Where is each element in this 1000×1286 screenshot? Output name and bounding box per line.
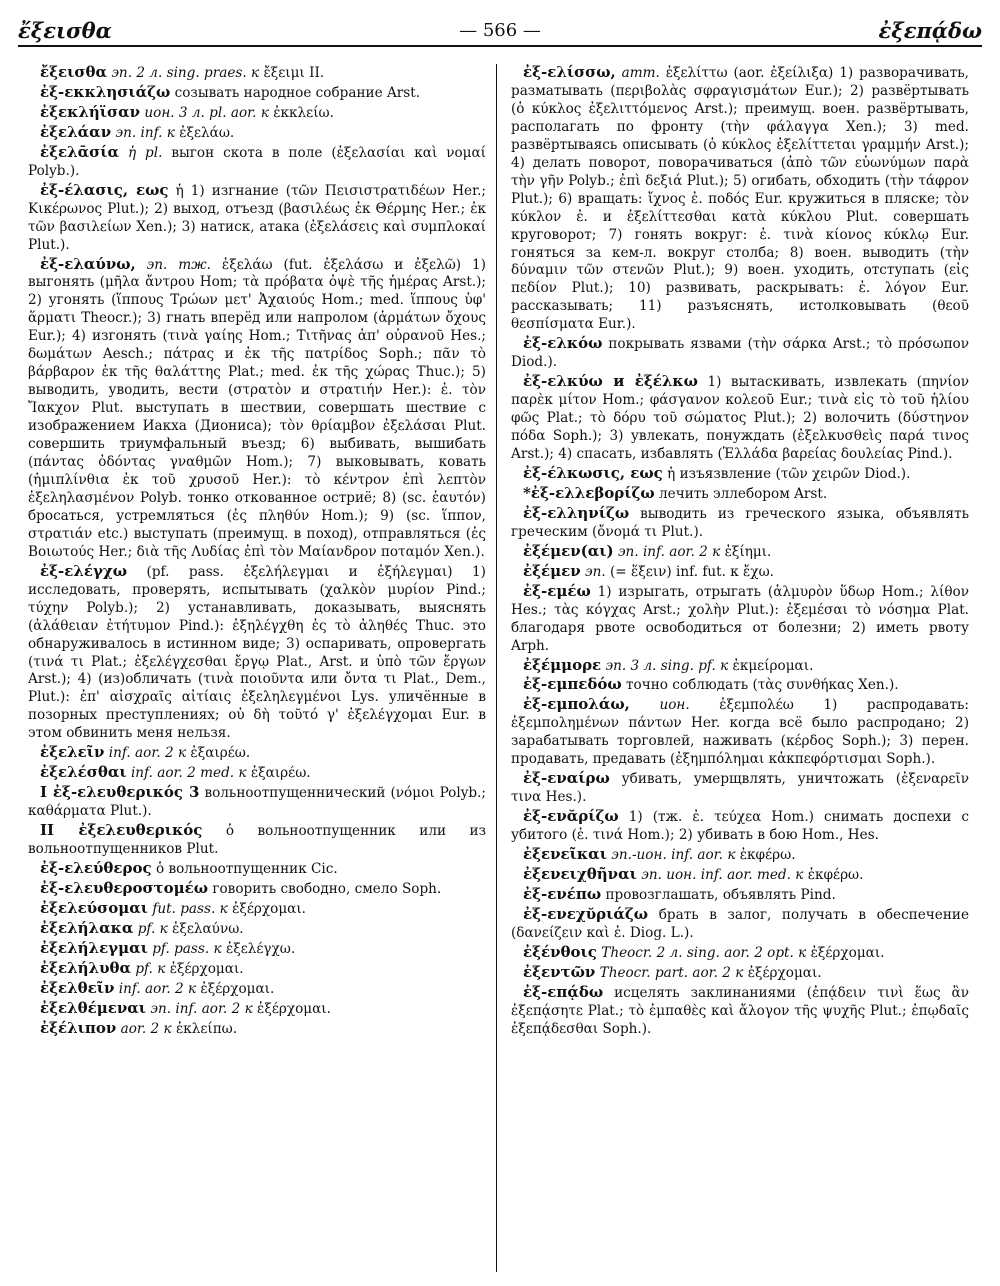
entry-lemma: ἐξ-ελεύθερος [40,858,152,877]
page-header [18,14,982,48]
entry-lemma: ἐξ-ελευθεροστομέω [40,878,209,897]
entry-definition: ἐκλείπω. [175,1020,238,1037]
entry-grammar: ἡ pl. [119,144,163,161]
entry-definition: ἐξελάω (fut. ἐξελάσω и ἐξελῶ) 1) выгонять (μῆλα ἄντρου Hom; τὰ πρόβατα ὀψὲ τῆς ἡμέρας Arst.); 2) угонять (ἵππους Τρώων μετ' Ἀχαιούς Hom.; med. ἵππους ὑφ' ἅρματι Theocr.); 3) гнать вперёд или напролом (ἁρμάτων ὄχους Eur.); 4) изгонять (τινὰ γαίης Hom.; Τιτῆνας ἀπ' οὐρανοῦ Hes.; δωμάτων Aesch.; πάτρας и ἐκ τῆς πατρίδος Soph.; πᾶν τὸ βάρβαρον ἐκ τῆς θαλάττης Plat.; med. ἐκ τῆς χώρας Thuc.); 5) выводить, уводить, вести (στρατὸν и στρατιήν Her.): ἐ. τὸν Ἴακχον Plut. выступать в шествии, совершать шествие с изображением Иакха (Диониса); τὸν θρίαμβον ἐξελάσαι Plut. совершить триумфальный въезд; 6) выбивать, вышибать (πάντας ὀδόντας γναθμῶν Hom.); 7) выковывать, ковать (ἡμιπλίνθια ἐκ τοῦ χρυσοῦ Her.): τὸ κέντρον ἐπὶ λεπτὸν ἐξεληλασμένον Polyb. тонко откованное остриё; 8) (sc. ἑαυτόν) бросаться, устремляться (ἐς πληθύν Hom.); 9) (sc. ἵππον, στρατιάν etc.) выступать (преимущ. в поход), отправляться (ἐς Βοιωτούς Her.; διὰ τῆς Λυδίας ἐπὶ τὸν Μαίανδρον ποταμόν Xen.). [28,256,486,560]
entry-definition: лечить эллебором Arst. [654,485,828,502]
dictionary-entry [511,657,969,676]
entry-definition: ἐξέρχομαι. [232,900,306,917]
entry-lemma: ἔξεισθα [40,64,107,81]
dictionary-entry [28,182,486,255]
entry-definition: ὁ вольноотпущенник или из вольноотпущенников Plut. [28,823,486,858]
entry-definition: (= ἕξειν) inf. fut. к ἔχω. [609,563,774,580]
right-column [511,64,969,1276]
dictionary-entry [28,822,486,859]
entry-definition: исцелять заклинаниями (ἐπᾴδειν τινὶ ἕως ἂν ἐξεπᾴσητε Plat.; τὸ ἐμπαθὲς καὶ ἄλογον τῆς ψυχῆς Plut.; ἐπῳδαῖς ἐξεπᾴδεσθαι Soph.). [511,984,969,1037]
entry-grammar: pf. pass. к [147,940,226,957]
dictionary-entry [511,465,969,484]
entry-lemma: ἐξελάαν [40,122,112,141]
dictionary-entry [28,784,486,821]
dictionary-entry [28,764,486,783]
entry-definition: ἡ 1) изгнание (τῶν Πεισιστρατιδέων Her.; Κικέρωνος Plut.); 2) выход, отъезд (βασιλέως ἐκ Θέρμης Her.; ἐκ τῶν βασιλείων Xen.); 3) натиск, атака (ἐξελάσεις καὶ συμπλοκαί Plut.). [28,182,486,253]
dictionary-entry [28,920,486,939]
entry-lemma: ἐξελεῖν [40,743,105,762]
entry-lemma: ἐξ-εμπολάω, [523,695,630,714]
entry-lemma: II ἐξελευθερικός [40,821,203,840]
entry-grammar: pf. к [131,960,170,977]
entry-definition: убивать, умерщвлять, уничтожать (ἐξεναρεῖν τινα Hes.). [511,771,969,806]
entry-lemma: ἐξελέσθαι [40,763,127,782]
entry-lemma: ἐξ-ενεχῠριάζω [523,904,649,923]
dictionary-entry [511,770,969,807]
entry-definition: ἡ изъязвление (τῶν χειρῶν Diod.). [662,465,911,482]
entry-definition: вольноотпущеннический (νόμοι Polyb.; καθάρματα Plut.). [28,785,486,820]
entry-definition: покрывать язвами (τὴν σάρκα Arst.; τὸ πρόσωπον Diod.). [511,336,969,371]
entry-lemma: ἐξέμεν(αι) [523,541,614,560]
entry-grammar: эп. inf. aor. 2 к [146,1000,258,1017]
entry-lemma: ἐξ-ελκύω и ἐξέλκω [523,372,698,391]
entry-definition: ἐξέρχομαι. [257,1000,331,1017]
dictionary-entry [511,846,969,865]
dictionary-entry [511,485,969,504]
entry-grammar: aor. 2 к [116,1020,176,1037]
entry-definition: ἐξελάω. [179,124,235,141]
dictionary-entry [511,676,969,695]
dictionary-entry [28,744,486,763]
dictionary-entry [28,980,486,999]
dictionary-entry [511,335,969,372]
entry-lemma: ἐξεκλήϊσαν [40,102,141,121]
page-number: — 566 — [459,20,541,41]
entry-definition: 1) изрыгать, отрыгать (ἁλμυρὸν ὕδωρ Hom.; λίθον Hes.; τὰς κόγχας Arst.; χολὴν Plut.): ἐξεμέσαι τὸ νόσημα Plat. благодаря рвоте освободиться от болезни; 2) иметь рвоту Arph. [511,583,969,654]
entry-grammar: эп. тж. [135,256,222,273]
dictionary-entry [511,543,969,562]
entry-definition: ἐξέρχομαι. [169,960,244,977]
entry-grammar: ион. 3 л. pl. aor. к [140,104,274,121]
entry-grammar: эп. ион. inf. aor. med. к [636,866,808,883]
left-column [28,64,486,1276]
entry-lemma: ἐξένθοις [523,942,597,961]
dictionary-entry [28,144,486,181]
entry-grammar: ион. [629,697,720,714]
dictionary-entry [511,808,969,845]
entry-lemma: ἐξελήλυθα [40,958,132,977]
entry-definition: ἐξαιρέω. [190,745,251,762]
dictionary-entry [28,104,486,123]
entry-lemma: ἐξ-ελαύνω, [40,254,136,273]
dictionary-entry [28,960,486,979]
entry-grammar: fut. pass. к [148,900,233,917]
entry-lemma: ἐξελεύσομαι [40,898,149,917]
dictionary-entry [28,563,486,744]
entry-grammar: inf. aor. 2 к [104,745,191,762]
dictionary-entry [511,583,969,656]
entry-lemma: ἐξ-έλασις, εως [40,180,169,199]
entry-lemma: ἐξελᾱσία [40,142,120,161]
entry-lemma: ἐξεντῶν [523,962,596,981]
entry-lemma: ἐξενεῖκαι [523,845,607,864]
entry-lemma: ἐξ-ελκόω [523,334,603,353]
entry-lemma: ἐξ-επᾴδω [523,982,604,1001]
entry-definition: ἐκφέρω. [739,847,796,864]
entry-definition: ἐκφέρω. [807,866,864,883]
dictionary-entry [511,886,969,905]
right-running-headword: ἐξεπᾴδω [878,18,982,43]
dictionary-entry [28,880,486,899]
entry-definition: ἐξέρχομαι. [810,944,885,961]
entry-definition: ἐξεμπολέω 1) распродавать: ἐξεμπολημένων πάντων Her. когда всё было распродано; 2) зарабатывать торговлей, наживать (κέρδος Soph.); 3) перен. продавать, предавать (ἐξημπόλημαι κἀκπεφόρτισμαι Soph.). [511,697,969,768]
dictionary-entry [28,1020,486,1039]
entry-grammar: эп. [580,563,610,580]
entry-definition: ἐξέρχομαι. [747,964,822,981]
entry-lemma: ἐξελθεῖν [40,978,115,997]
dictionary-entry [511,964,969,983]
dictionary-entry [511,696,969,769]
dictionary-entry [511,563,969,582]
entry-definition: ἐκμείρομαι. [732,657,814,674]
entry-lemma: I ἐξ-ελευθερικός 3 [40,783,200,802]
entry-grammar: pf. к [133,920,173,937]
entry-lemma: ἐξ-ενᾰρίζω [523,807,619,826]
entry-lemma: ἐξ-εκκλησιάζω [40,82,171,101]
entry-definition: ἐκκλείω. [273,104,334,121]
entry-lemma: ἐξ-εναίρω [523,769,610,788]
dictionary-entry [511,906,969,943]
entry-definition: выгон скота в поле (ἐξελασίαι καὶ νομαί Polyb.). [28,144,486,179]
entry-definition: созывать народное собрание Arst. [170,84,421,101]
entry-grammar: эп. inf. aor. 2 к [613,543,725,560]
dictionary-entry [28,1000,486,1019]
entry-definition: 1) (тж. ἐ. τεύχεα Hom.) снимать доспехи с убитого (ἐ. τινά Hom.); 2) убивать в бою Hom., Hes. [511,809,969,844]
entry-lemma: ἐξ-ελέγχω [40,561,128,580]
entry-definition: ἐξελέγχω. [225,940,296,957]
dictionary-entry [511,505,969,542]
entry-definition: 1) вытаскивать, извлекать (πηνίον παρὲκ μίτον Hom.; φάσγανον κολεοῦ Eur.; τινὰ εἰς τὸ τοῦ ἡλίου φῶς Plat.; τὸ δόρυ τοῦ σώματος Plut.); 2) волочить (δύστηνον πόδα Soph.); 3) увлекать, понуждать (ἐξελκυσθεὶς παρά τινος Arst.); 4) спасать, избавлять (Ἑλλάδα βαρείας δουλείας Pind.). [511,374,969,463]
entry-definition: ἐξίημι. [724,543,772,560]
entry-lemma: ἐξέμεν [523,561,581,580]
entry-lemma: ἐξελθέμεναι [40,998,147,1017]
entry-grammar: Theocr. part. aor. 2 к [595,964,748,981]
dictionary-entry [28,124,486,143]
entry-definition: выводить из греческого языка, объявлять греческим (ὄνομά τι Plut.). [511,505,969,540]
entry-lemma: ἐξελήλακα [40,918,134,937]
entry-definition: провозглашать, объявлять Pind. [601,886,836,903]
entry-grammar: inf. aor. 2 med. к [126,765,251,782]
dictionary-entry [28,860,486,879]
dictionary-entry [28,900,486,919]
dictionary-entry [511,373,969,464]
dictionary-entry [511,944,969,963]
entry-grammar: Theocr. 2 л. sing. aor. 2 opt. к [596,944,811,961]
entry-grammar: атт. [615,65,666,81]
entry-grammar: эп.-ион. inf. aor. к [606,847,740,864]
entry-lemma: ἐξέμμορε [523,655,602,674]
entry-grammar: эп. 2 л. sing. praes. к [107,65,264,81]
entry-lemma: ἐξ-ενέπω [523,884,602,903]
left-running-headword: ἔξεισθα [18,18,112,43]
header-rule [18,45,982,47]
entry-definition: ἐξελίττω (aor. ἐξείλιξα) 1) разворачивать, разматывать (περιβολὰς σφραγισμάτων Eur.); 2) развёртывать (ὁ κύκλος ἐξελιττόμενος Arst.); преимущ. воен. развёртывать, располагать по фронту (τὴν φάλαγγα Xen.); 3) med. развёртываясь описывать (ὁ κύκλος ἐξελίττεται γραμμήν Arst.); 4) делать поворот, поворачиваться (ἀπὸ τῶν εὐωνύμων παρὰ τὴν γῆν Polyb.; ἐπὶ δεξιά Plut.); 5) огибать, обходить (τὴν τάφρον Plut.); 6) вращать: ἴχνος ἐ. ποδός Eur. кружиться в пляске; τὸν κύκλον ἐ. и ἐξελίττεσθαι κατὰ κύκλου Plut. совершать круговорот; 7) гонять вокруг: ἐ. τινὰ κίονος κύκλῳ Eur. гоняться за кем-л. вокруг столба; 8) воен. выводить (τὴν δύναμιν τῶν στενῶν Plut.); 9) воен. уходить, отступать (εἰς πεδίον Plut.); 10) развивать, раскрывать: ἐ. λόγον Eur. рассказывать; 11) разъяснять, истолковывать (θεοῦ θεσπίσματα Eur.). [511,65,969,333]
entry-lemma: ἐξελήλεγμαι [40,938,148,957]
entry-definition: говорить свободно, смело Soph. [208,880,442,897]
entry-definition: ὁ вольноотпущенник Cic. [151,860,338,877]
entry-lemma: ἐξέλιπον [40,1018,117,1037]
entry-lemma: ἐξ-ελληνίζω [523,503,630,522]
entry-lemma: ἐξ-ελίσσω, [523,64,616,81]
entry-definition: ἔξειμι II. [263,65,325,81]
entry-lemma: ἐξ-έλκωσις, εως [523,463,663,482]
entry-definition: брать в залог, получать в обеспечение (δανείζειν καὶ ἐ. Diog. L.). [511,906,969,941]
entry-grammar: эп. inf. к [111,124,180,141]
dictionary-entry [28,256,486,562]
entry-lemma: ἐξ-εμπεδόω [523,675,622,694]
entry-definition: ἐξελαύνω. [172,920,244,937]
entry-definition: ἐξέρχομαι. [200,980,275,997]
dictionary-entry [511,984,969,1039]
column-divider [496,64,497,1272]
entry-lemma: ἐξ-εμέω [523,581,591,600]
entry-definition: (pf. pass. ἐξελήλεγμαι и ἐξήλεγμαι) 1) исследовать, проверять, испытывать (χαλκὸν μυρίον Pind.; τύχην Polyb.); 2) устанавливать, доказывать, выяснять (ἀλάθειαν ἐτήτυμον Pind.): ἐξηλέγχθη ἐς τὸ ἀληθές Thuc. это обнаруживалось в истинном виде; 3) оспаривать, опровергать (τινά τι Plat.; ἐξελέγχεσθαι ἔργῳ Plat., Arst. и ὑπὸ τῶν ἔργων Arst.); 4) (из)обличать (τινὰ ποιοῦντα или ὄντα τι Plat., Dem., Plut.): ἐπ' αἰσχραῖς αἰτίαις ἐξεληλεγμένοι Lys. уличённые в позорных преступлениях; οὐ δὴ τοῦτό γ' ἐξελέγχομαι Eur. в этом обвинить меня нельзя. [28,563,486,742]
entry-grammar: inf. aor. 2 к [114,980,201,997]
dictionary-entry [28,84,486,103]
dictionary-entry [28,940,486,959]
entry-grammar: эп. 3 л. sing. pf. к [601,657,733,674]
entry-definition: точно соблюдать (τὰς συνθήκας Xen.). [621,677,899,694]
dictionary-entry [511,64,969,334]
entry-lemma: ἐξενειχθῆναι [523,864,637,883]
dictionary-entry [511,866,969,885]
entry-definition: ἐξαιρέω. [250,765,311,782]
dictionary-entry [28,64,486,83]
entry-lemma: *ἐξ-ελλεβορίζω [523,483,655,502]
